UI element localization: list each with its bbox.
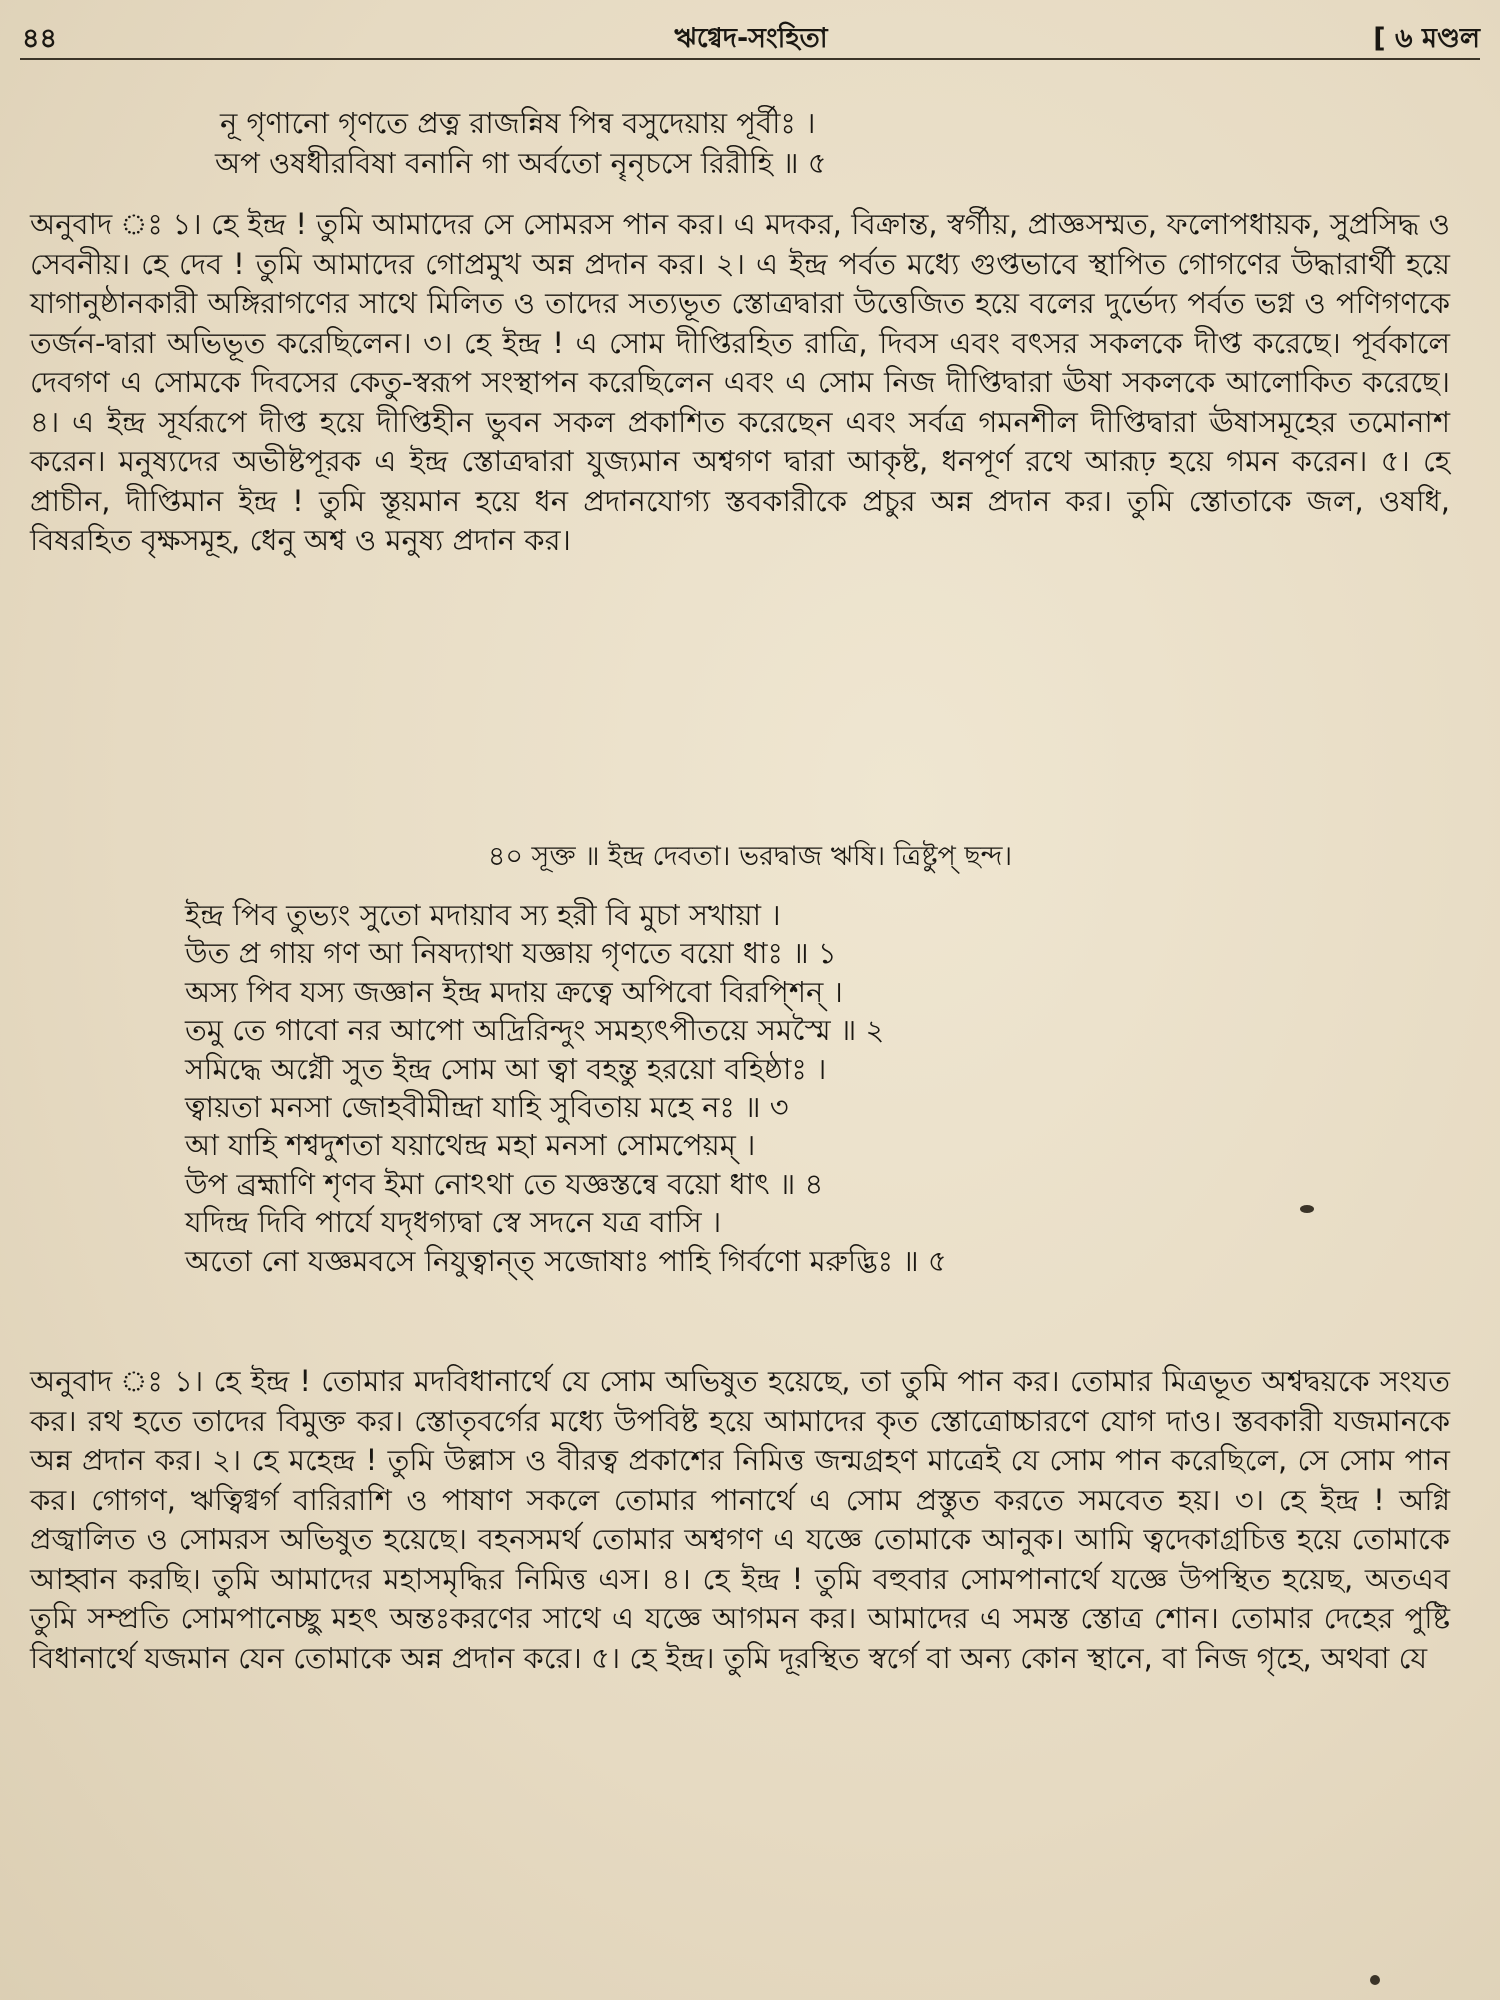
sukta-verse-line: উপ ব্রহ্মাণি শৃণব ইমা নোঽথা তে যজ্ঞস্তন্বে বয়ো ধাৎ ॥ ৪ (185, 1166, 824, 1201)
sukta-verse-line: সমিদ্ধে অগ্নৌ সুত ইন্দ্র সোম আ ত্বা বহন্তু হরয়ো বহিষ্ঠাঃ । (185, 1051, 827, 1086)
page-header (22, 14, 1480, 58)
mandala-label: [ ৬ মণ্ডল (1373, 23, 1480, 54)
page-number: ৪৪ (22, 23, 58, 54)
sukta-verses (185, 896, 1435, 1280)
opening-verse-line-2: অপ ওষধীরবিষা বনানি গা অর্বতো নৄনৃচসে রিরীহি ॥ ৫ (215, 146, 827, 180)
sukta-verse-line: উত প্র গায় গণ আ নিষদ্যাথা যজ্ঞায় গৃণতে বয়ো ধাঃ ॥ ১ (185, 936, 837, 971)
running-title: ঋগ্বেদ-সংহিতা (674, 23, 828, 54)
translation-paragraph-2: অনুবাদ ঃ ১। হে ইন্দ্র ! তোমার মদবিধানার্থে যে সোম অভিষুত হয়েছে, তা তুমি পান কর। তোমার মিত্রভূত অশ্বদ্বয়কে সংযত কর। রথ হতে তাদের বিমুক্ত কর। স্তোতৃবর্গের মধ্যে উপবিষ্ট হয়ে আমাদের কৃত স্তোত্রোচ্চারণে যোগ দাও। স্তবকারী যজমানকে অন্ন প্রদান কর। ২। হে মহেন্দ্র ! তুমি উল্লাস ও বীরত্ব প্রকাশের নিমিত্ত জন্মগ্রহণ মাত্রেই যে সোম পান করেছিলে, সে সোম পান কর। গোগণ, ঋত্বিগ্বর্গ বারিরাশি ও পাষাণ সকলে তোমার পানার্থে এ সোম প্রস্তুত করতে সমবেত হয়। ৩। হে ইন্দ্র ! অগ্নি প্রজ্বালিত ও সোমরস অভিষুত হয়েছে। বহনসমর্থ তোমার অশ্বগণ এ যজ্ঞে তোমাকে আনুক। আমি ত্বদেকাগ্রচিত্ত হয়ে তোমাকে আহ্বান করছি। তুমি আমাদের মহাসমৃদ্ধির নিমিত্ত এস। ৪। হে ইন্দ্র ! তুমি বহুবার সোমপানার্থে যজ্ঞে উপস্থিত হয়েছ, অতএব তুমি সম্প্রতি সোমপানেচ্ছু মহৎ অন্তঃকরণের সাথে এ যজ্ঞে আগমন কর। আমাদের এ সমস্ত স্তোত্র শোন। তোমার দেহের পুষ্টি বিধানার্থে যজমান যেন তোমাকে অন্ন প্রদান করে। ৫। হে ইন্দ্র। তুমি দূরস্থিত স্বর্গে বা অন্য কোন স্থানে, বা নিজ গৃহে, অথবা যে (30, 1364, 1450, 1675)
sukta-heading: ৪০ সূক্ত ॥ ইন্দ্র দেবতা। ভরদ্বাজ ঋষি। ত্রিষ্টুপ্ ছন্দ। (487, 841, 1013, 872)
sukta-verse-line: অস্য পিব যস্য জজ্ঞান ইন্দ্র মদায় ক্রত্বে অপিবো বিরপ্শিন্ । (185, 974, 843, 1009)
sukta-verse-line: তমু তে গাবো নর আপো অদ্রিরিন্দুং সমহ্যৎপীতয়ে সমস্মৈ ॥ ২ (185, 1013, 885, 1048)
sukta-verse-line: ত্বায়তা মনসা জোহবীমীন্দ্রা যাহি সুবিতায় মহে নঃ ॥ ৩ (185, 1090, 789, 1125)
ink-spot (1370, 1975, 1380, 1985)
header-rule (20, 58, 1480, 60)
sukta-verse-line: অতো নো যজ্ঞমবসে নিযুত্বান্ত্‌ সজোষাঃ পাহি গির্বণো মরুদ্ভিঃ ॥ ৫ (185, 1243, 947, 1278)
sukta-verse-line: ইন্দ্র পিব তুভ্যং সুতো মদায়াব স্য হরী বি মুচা সখায়া । (185, 898, 781, 932)
opening-verse-line-1: নূ গৃণানো গৃণতে প্রত্ন রাজন্নিষ পিন্ব বসুদেয়ায় পূর্বীঃ । (220, 106, 816, 140)
sukta-verse-line: আ যাহি শশ্বদুশতা যয়াথেন্দ্র মহা মনসা সোমপেয়ম্ । (185, 1128, 756, 1163)
translation-paragraph-1: অনুবাদ ঃ ১। হে ইন্দ্র ! তুমি আমাদের সে সোমরস পান কর। এ মদকর, বিক্রান্ত, স্বর্গীয়, প্রাজ্ঞসম্মত, ফলোপধায়ক, সুপ্রসিদ্ধ ও সেবনীয়। হে দেব ! তুমি আমাদের গোপ্রমুখ অন্ন প্রদান কর। ২। এ ইন্দ্র পর্বত মধ্যে গুপ্তভাবে স্থাপিত গোগণের উদ্ধারার্থী হয়ে যাগানুষ্ঠানকারী অঙ্গিরাগণের সাথে মিলিত ও তাদের সত্যভূত স্তোত্রদ্বারা উত্তেজিত হয়ে বলের দুর্ভেদ্য পর্বত ভগ্ন ও পণিগণকে তর্জন-দ্বারা অভিভূত করেছিলেন। ৩। হে ইন্দ্র ! এ সোম দীপ্তিরহিত রাত্রি, দিবস এবং বৎসর সকলকে দীপ্ত করেছে। পূর্বকালে দেবগণ এ সোমকে দিবসের কেতু-স্বরূপ সংস্থাপন করেছিলেন এবং এ সোম নিজ দীপ্তিদ্বারা ঊষা সকলকে আলোকিত করেছে। ৪। এ ইন্দ্র সূর্যরূপে দীপ্ত হয়ে দীপ্তিহীন ভুবন সকল প্রকাশিত করেছেন এবং সর্বত্র গমনশীল দীপ্তিদ্বারা ঊষাসমূহের তমোনাশ করেন। মনুষ্যদের অভীষ্টপূরক এ ইন্দ্র স্তোত্রদ্বারা যুজ্যমান অশ্বগণ দ্বারা আকৃষ্ট, ধনপূর্ণ রথে আরূঢ় হয়ে গমন করেন। ৫। হে প্রাচীন, দীপ্তিমান ইন্দ্র ! তুমি স্তূয়মান হয়ে ধন প্রদানযোগ্য স্তবকারীকে প্রচুর অন্ন প্রদান কর। তুমি স্তোতাকে জল, ওষধি, বিষরহিত বৃক্ষসমূহ, ধেনু অশ্ব ও মনুষ্য প্রদান কর। (30, 207, 1450, 557)
sukta-verse-line: যদিন্দ্র দিবি পার্যে যদৃধগ্যদ্বা স্বে সদনে যত্র বাসি । (185, 1205, 722, 1240)
ink-spot (1300, 1205, 1314, 1213)
